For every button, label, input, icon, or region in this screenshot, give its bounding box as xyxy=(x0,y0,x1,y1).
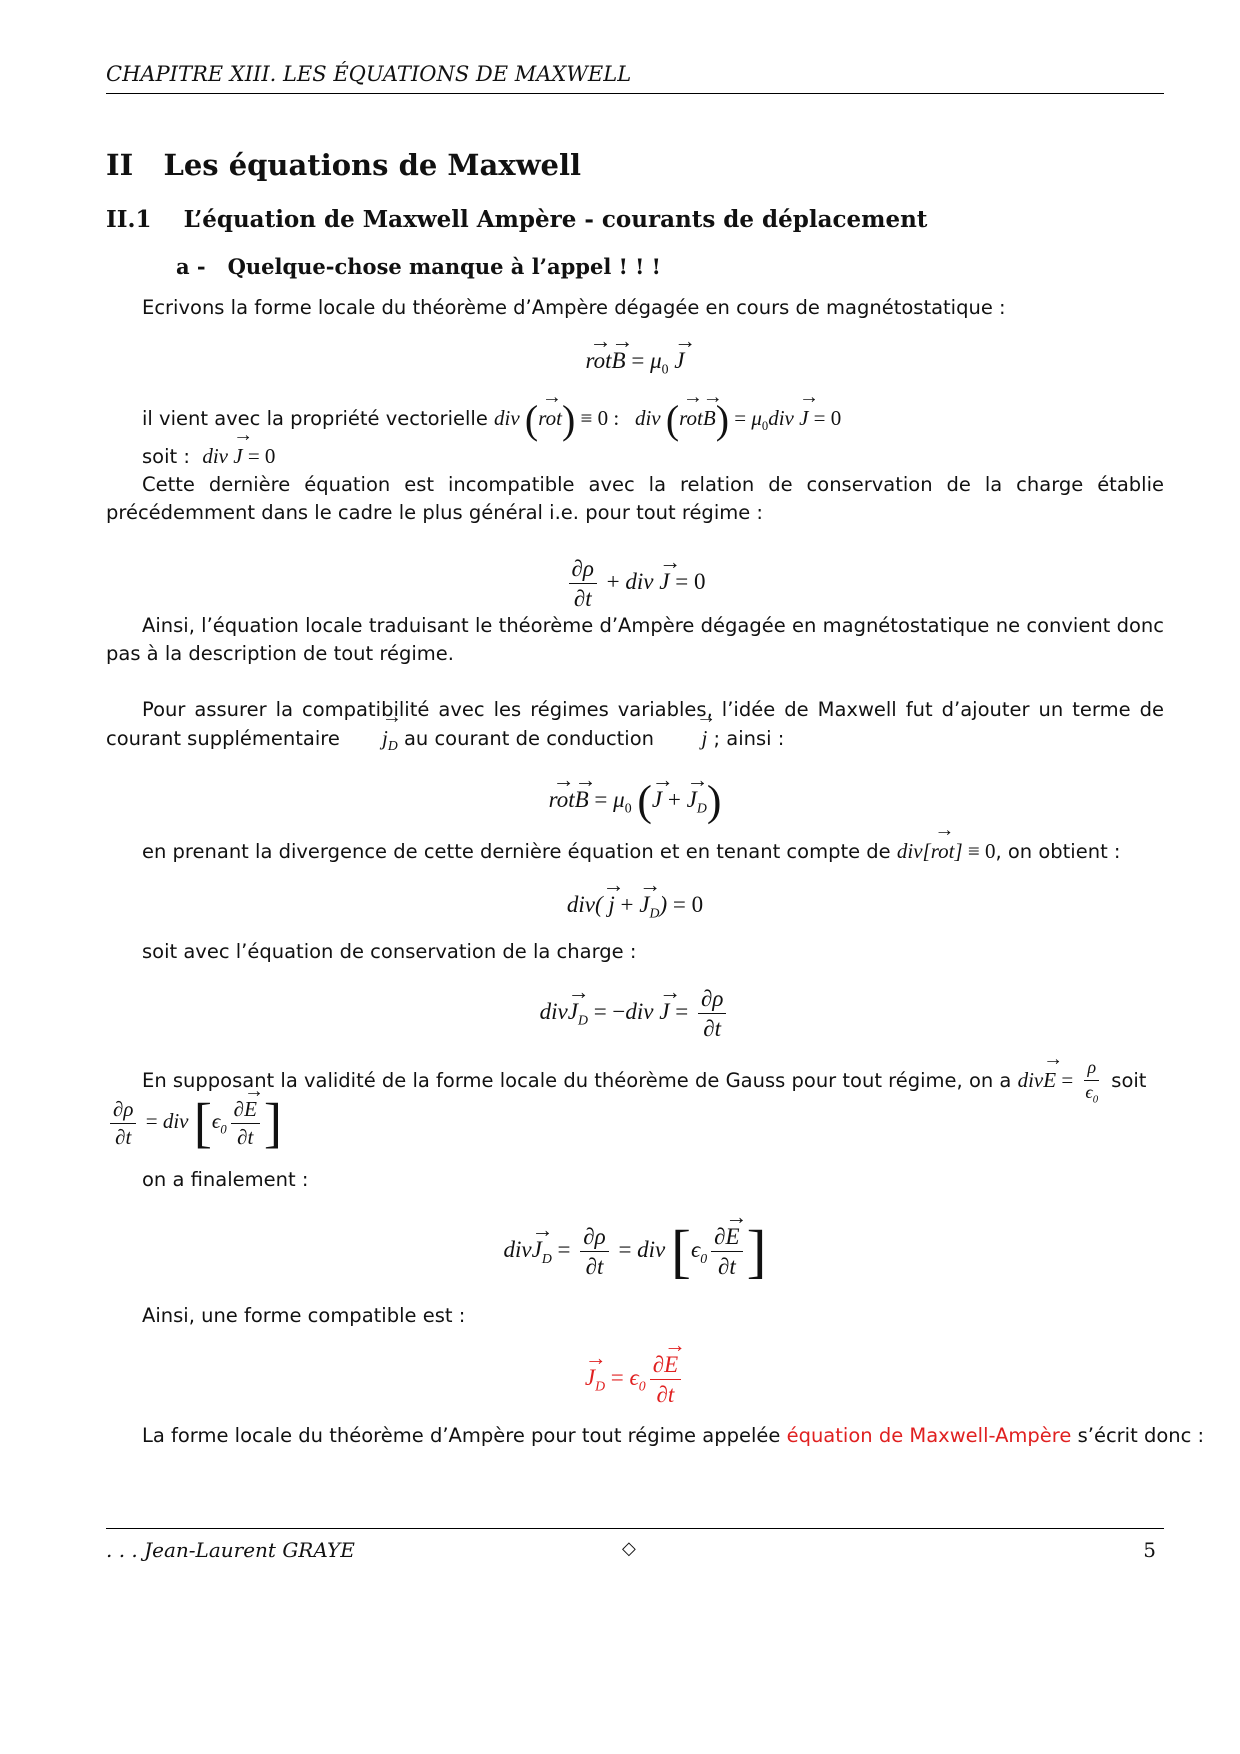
inline-math-j: j → xyxy=(660,726,707,750)
paragraph-soit xyxy=(142,442,275,471)
paragraph-conservation: soit avec l’équation de conservation de la charge : xyxy=(142,940,637,963)
paragraph-vector-property xyxy=(142,397,1162,442)
equation-charge-conservation: $\frac{\partial\rho}{\partial t}$ + div J → = 0 xyxy=(106,556,1164,612)
gauss-text: En supposant la validité de la forme locale du théorème de Gauss pour tout régime, on a xyxy=(142,1068,1012,1092)
gauss-text-2: soit xyxy=(1111,1068,1147,1092)
divergence-text-2: , on obtient : xyxy=(995,840,1121,863)
paragraph-intro: Ecrivons la forme locale du théorème d’Ampère dégagée en cours de magnétostatique : xyxy=(142,296,1006,319)
subsection-title: L’équation de Maxwell Ampère - courants de déplacement xyxy=(183,206,928,233)
soit-text: soit : xyxy=(142,445,190,468)
equation-ampere-static: rot →B → = $\mu_0$ J → xyxy=(106,348,1164,378)
paragraph-maxwell-idea xyxy=(106,696,1164,760)
inline-math-gauss: divE → = $\frac{\rho}{\epsilon_0}$ xyxy=(1018,1068,1106,1092)
equation-div-sum: div( j → + $J \to_D) = 0$ xyxy=(106,892,1164,922)
footer-rule xyxy=(106,1528,1164,1529)
equation-div-jd: divJ $\to_D = -div$ J → = $\frac{\partial\rho}{\partial t}$ xyxy=(106,986,1164,1042)
paragraph-finally: on a finalement : xyxy=(142,1168,309,1191)
subsubsection-title: Quelque-chose manque à l’appel ! ! ! xyxy=(227,254,661,279)
equation-ampere-modified: rot →B → = $\mu_0$ (J → + $J \to_D$) xyxy=(106,780,1164,824)
subsubsection-heading xyxy=(176,254,661,279)
section-heading xyxy=(106,148,581,182)
paragraph-maxwell-ampere xyxy=(142,1422,1204,1450)
inline-math-div-rot-zero: div[rot →] ≡ 0 xyxy=(897,839,996,863)
maxwell-idea-text: Pour assurer la compatibilité avec les régimes variables, l’idée de Maxwell fut d’ajouter un terme de courant supplémentaire xyxy=(106,698,1164,750)
maxwell-ampere-text: La forme locale du théorème d’Ampère pour tout régime appelée xyxy=(142,1424,781,1447)
inline-math-div-rot: div (rot →) ≡ 0 : div (rot →B →) = $\mu_0div$ J → = 0 xyxy=(494,406,841,430)
inline-math-jD: $j \to_D$ xyxy=(346,726,398,750)
maxwell-idea-text-2: au courant de conduction xyxy=(403,727,655,750)
maxwell-ampere-text-2: s’écrit donc : xyxy=(1077,1424,1205,1447)
page-number: 5 xyxy=(1143,1538,1156,1562)
footer-diamond-icon: ◇ xyxy=(622,1538,636,1559)
equation-div-jd-final: divJ $\to_D$ = $\frac{\partial\rho}{\partial t}$ = div [$\epsilon_0$ $\frac{\partial E \to}{\partial t}$ ] xyxy=(106,1222,1164,1282)
inline-math-divJ: div J → = 0 xyxy=(202,444,275,468)
vector-property-text: il vient avec la propriété vectorielle xyxy=(142,406,488,430)
header-rule xyxy=(106,93,1164,94)
maxwell-ampere-highlight: équation de Maxwell-Ampère xyxy=(786,1424,1072,1447)
equation-displacement-current: $J \to_D = \epsilon_0$ $\frac{\partial E \to}{\partial t}$ xyxy=(106,1352,1164,1408)
paragraph-gauss xyxy=(142,1058,1164,1106)
subsection-heading xyxy=(106,206,927,233)
section-title: Les équations de Maxwell xyxy=(163,148,582,182)
subsubsection-number: a - xyxy=(176,254,206,279)
maxwell-idea-text-3: ; ainsi : xyxy=(713,727,785,750)
section-number: II xyxy=(106,148,134,182)
divergence-text: en prenant la divergence de cette dernière équation et en tenant compte de xyxy=(142,840,891,863)
subsection-number: II.1 xyxy=(106,206,152,233)
paragraph-not-suitable: Ainsi, l’équation locale traduisant le théorème d’Ampère dégagée en magnétostatique ne convient donc pas à la description de tout régime. xyxy=(106,614,1164,665)
equation-drho-div-e: $\frac{\partial\rho}{\partial t}$ = div [$\epsilon_0$ $\frac{\partial E \to}{\partial t}$ ] xyxy=(106,1096,282,1151)
paragraph-divergence xyxy=(142,837,1121,866)
footer-author: . . . Jean-Laurent GRAYE xyxy=(106,1538,355,1562)
paragraph-compatible: Ainsi, une forme compatible est : xyxy=(142,1304,466,1327)
paragraph-incompatible: Cette dernière équation est incompatible avec la relation de conservation de la charge établie précédemment dans le cadre le plus général i.e. pour tout régime : xyxy=(106,473,1164,524)
running-header: CHAPITRE XIII. LES ÉQUATIONS DE MAXWELL xyxy=(106,62,632,86)
